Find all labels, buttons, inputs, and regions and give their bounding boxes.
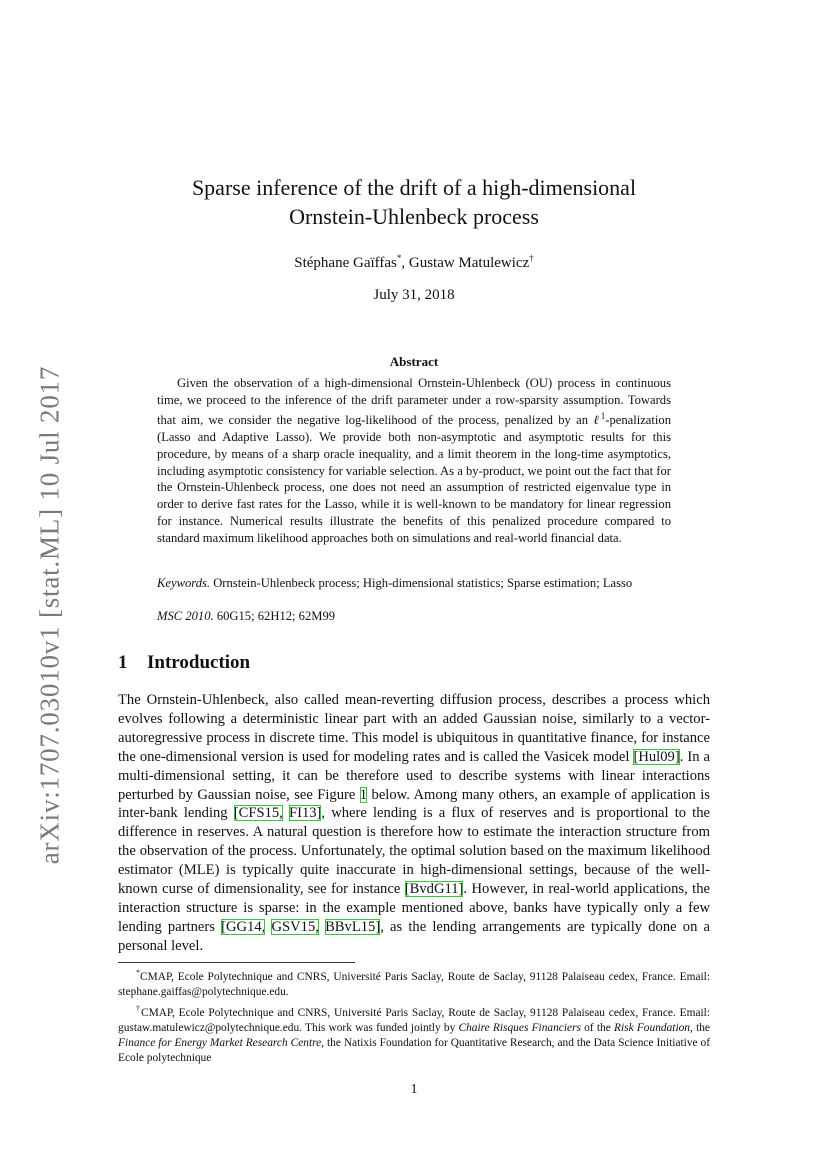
citation-link[interactable]: [Hul09] <box>633 748 680 765</box>
keywords-label: Keywords. <box>157 576 211 590</box>
abstract-text <box>157 375 671 546</box>
citation-link[interactable]: [CFS15, <box>233 805 283 822</box>
footnote-mark[interactable]: † <box>529 253 534 263</box>
author-name: Gustaw Matulewicz <box>408 255 530 271</box>
footnote-1 <box>118 966 710 999</box>
citation-link[interactable]: FI13] <box>288 805 322 822</box>
footnote-italic: Chaire Risques Financiers <box>458 1021 581 1034</box>
footnote-text: , the <box>690 1021 710 1034</box>
citation-link[interactable]: [GG14, <box>221 918 266 935</box>
abstract-heading: Abstract <box>389 354 439 369</box>
keywords-text: Ornstein-Uhlenbeck process; High-dimensional statistics; Sparse estimation; Lasso <box>210 576 633 590</box>
intro-text: . In a multi-dimensional setting, it can be therefore used to describe systems with linear interactions perturbed by Gaussian noise, see Figure <box>118 748 710 803</box>
msc-label: MSC 2010. <box>157 609 214 623</box>
msc-text: 60G15; 62H12; 62M99 <box>213 609 336 623</box>
author-name: Stéphane Gaïffas <box>294 255 397 271</box>
footnote-mark: † <box>136 1004 141 1014</box>
title-line-1: Sparse inference of the drift of a high-dimensional <box>191 175 637 200</box>
title-line-2: Ornstein-Uhlenbeck process <box>289 204 539 229</box>
keywords <box>157 576 697 591</box>
paper-title <box>118 173 710 231</box>
footnote-2 <box>118 1002 710 1065</box>
footnote-mark[interactable]: * <box>396 253 402 263</box>
section-heading <box>118 652 250 674</box>
footnotes <box>118 966 710 1068</box>
footnote-text: of the <box>580 1021 615 1034</box>
arxiv-identifier-stamp: arXiv:1707.03010v1 [stat.ML] 10 Jul 2017 <box>34 365 65 865</box>
intro-text: The Ornstein-Uhlenbeck, also called mean-reverting diffusion process, describes a process which evolves following a deterministic linear part with an added Gaussian noise, similarly to a vector-autoregressive process in discrete time. This model is ubiquitous in quantitative finance, for instance the one-dimensional version is used for modeling rates and is called the Vasicek model <box>118 692 710 765</box>
citation-link[interactable]: BBvL15] <box>325 918 381 935</box>
intro-text: , where lending is a flux of reserves and is proportional to the difference in reserves. A natural question is therefore how to estimate the interaction structure from the observation of the process. Unfortunately, the optimal solution based on the maximum likelihood estimator (MLE) is typically quite inaccurate in high-dimensional settings, because of the well-known curse of dimensionality, see for instance <box>118 805 711 898</box>
introduction-paragraph <box>118 691 710 956</box>
footnote-italic: Risk Foundation <box>614 1021 690 1034</box>
msc-classification <box>157 609 671 624</box>
section-number: 1 <box>118 652 128 673</box>
footnote-divider <box>118 962 355 963</box>
author-separator: , <box>401 255 409 271</box>
footnote-text: CMAP, Ecole Polytechnique and CNRS, Université Paris Saclay, Route de Saclay, 91128 Palaiseau cedex, France. Email: stephane.gaiffas@polytechnique.edu. <box>118 970 710 998</box>
footnote-text: , the Natixis Foundation for Quantitative Research, and the Data Science Initiative of Ecole polytechnique <box>118 1036 710 1064</box>
author-list <box>118 253 710 272</box>
figure-link[interactable]: 1 <box>359 786 368 803</box>
ell-superscript: 1 <box>600 411 606 422</box>
footnote-mark: * <box>136 968 140 977</box>
abstract-part: Given the observation of a high-dimensional Ornstein-Uhlenbeck (OU) process in continuous time, we proceed to the inference of the drift parameter under a row-sparsity assumption. Towards that aim, we consider the negative log-likelihood of the process, penalized by an <box>157 376 671 428</box>
citation-link[interactable]: [BvdG11] <box>404 881 464 898</box>
intro-text: below. Among many others, an example of application is inter-bank lending <box>118 786 710 822</box>
ell-symbol: ℓ <box>593 413 601 428</box>
section-title: Introduction <box>147 652 251 673</box>
page-number: 1 <box>410 1082 418 1097</box>
footnote-italic: Finance for Energy Market Research Centre <box>118 1036 322 1049</box>
citation-link[interactable]: GSV15, <box>271 918 319 935</box>
abstract-part: -penalization (Lasso and Adaptive Lasso). We provide both non-asymptotic and asymptotic results for this procedure, by means of a sharp oracle inequality, and a limit theorem in the long-time asymptotics, including asymptotic consistency for variable selection. As a by-product, we point out the fact that for the Ornstein-Uhlenbeck process, one does not need an assumption of restricted eigenvalue type in order to derive fast rates for the Lasso, while it is well-known to be mandatory for linear regression for instance. Numerical results illustrate the benefits of this penalized procedure compared to standard maximum likelihood approaches both on simulations and real-world financial data. <box>157 413 671 545</box>
intro-text: , as the lending arrangements are typically done on a personal level. <box>118 918 711 954</box>
paper-date: July 31, 2018 <box>373 287 455 303</box>
intro-text: . However, in real-world applications, the interaction structure is sparse: in the example mentioned above, banks have typically only a few lending partners <box>118 881 710 935</box>
footnote-text: CMAP, Ecole Polytechnique and CNRS, Université Paris Saclay, Route de Saclay, 91128 Palaiseau cedex, France. Email: gustaw.matulewicz@polytechnique.edu. This work was funded jointly by <box>118 1007 710 1034</box>
